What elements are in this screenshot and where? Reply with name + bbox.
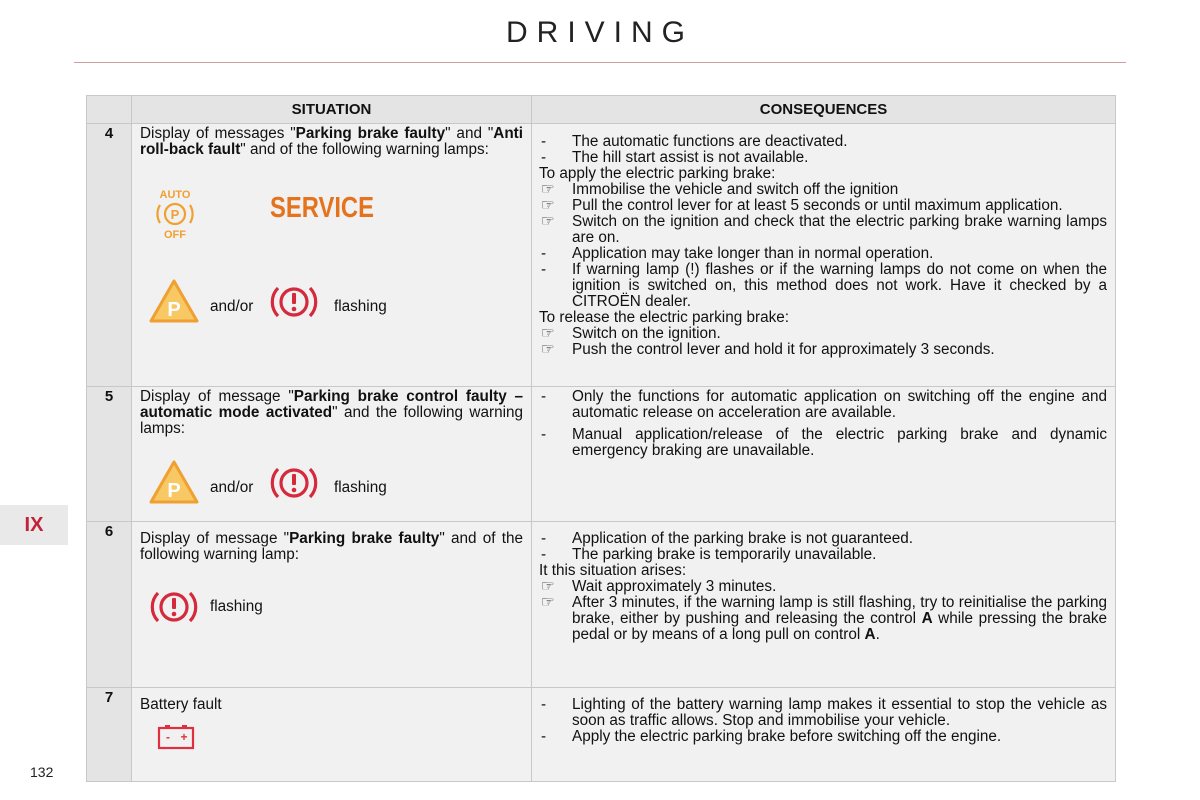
auto-park-off-icon bbox=[152, 186, 198, 240]
situation-text-part: " and of the following warning lamps: bbox=[240, 141, 489, 158]
list-item bbox=[539, 150, 1107, 166]
consequence-text: Application may take longer than in normal operation. bbox=[572, 245, 934, 262]
table-row bbox=[87, 688, 1116, 782]
consequence-text-part: After 3 minutes, if the warning lamp is still flashing, try to reinitialise the parking brake, either by pushing and releasing the control bbox=[572, 594, 1107, 627]
list-item bbox=[539, 134, 1107, 150]
section-tab: IX bbox=[0, 505, 68, 545]
list-item bbox=[539, 182, 1107, 198]
and-or-label: and/or bbox=[210, 479, 254, 496]
list-item bbox=[539, 427, 1107, 459]
consequence-text: Manual application/release of the electric parking brake and dynamic emergency braking are unavailable. bbox=[572, 426, 1107, 459]
bullet-marker: - bbox=[541, 546, 547, 563]
consequence-text: Application of the parking brake is not guaranteed. bbox=[572, 530, 914, 547]
consequence-text: Lighting of the battery warning lamp makes it essential to stop the vehicle as soon as traffic allows. Stop and immobilise your vehicle. bbox=[572, 696, 1107, 729]
consequence-text: The parking brake is temporarily unavailable. bbox=[572, 546, 877, 563]
triangle-p-label: P bbox=[167, 480, 181, 502]
situation-text-part: " and " bbox=[445, 125, 494, 142]
situation-cell bbox=[132, 688, 532, 782]
situation-text-part: Display of messages " bbox=[140, 125, 296, 142]
parking-warning-triangle-icon bbox=[148, 278, 200, 324]
table-row bbox=[87, 522, 1116, 688]
battery-icon bbox=[157, 724, 197, 750]
battery-minus: - bbox=[166, 730, 170, 744]
control-a-label: A bbox=[864, 626, 876, 643]
brake-failure-icon bbox=[150, 587, 198, 627]
table-row bbox=[87, 387, 1116, 522]
situation-cell bbox=[132, 124, 532, 387]
battery-plus: + bbox=[180, 730, 188, 744]
table-header-row bbox=[87, 96, 1116, 124]
consequence-text: Pull the control lever for at least 5 seconds or until maximum application. bbox=[572, 197, 1063, 214]
message-name: Anti roll-back fault bbox=[140, 125, 524, 158]
page-number: 132 bbox=[30, 764, 54, 780]
title-divider bbox=[74, 62, 1126, 63]
warning-table bbox=[86, 95, 1116, 782]
consequence-text: If warning lamp (!) flashes or if the warning lamps do not come on when the ignition is switched on, this method does not work. Have it checked by a CITROËN dealer. bbox=[572, 261, 1107, 310]
consequence-text-part: while pressing the brake pedal or by means of a long pull on control bbox=[572, 610, 1107, 643]
consequences-cell bbox=[532, 688, 1116, 782]
bullet-marker: - bbox=[541, 245, 547, 262]
hand-pointer-icon: ☞ bbox=[541, 213, 555, 230]
situation-text-part: " and the following warning lamps: bbox=[140, 404, 523, 437]
auto-p-label: P bbox=[170, 207, 180, 222]
bullet-marker: - bbox=[541, 133, 547, 150]
hand-pointer-icon: ☞ bbox=[541, 197, 555, 214]
list-item bbox=[539, 531, 1107, 547]
consequences-cell bbox=[532, 387, 1116, 522]
triangle-p-label: P bbox=[167, 299, 181, 321]
list-item bbox=[539, 214, 1107, 246]
consequence-text: Immobilise the vehicle and switch off the ignition bbox=[572, 181, 899, 198]
row-number: 6 bbox=[87, 522, 132, 688]
consequence-text: Wait approximately 3 minutes. bbox=[572, 578, 777, 595]
and-or-label: and/or bbox=[210, 298, 254, 315]
list-item bbox=[539, 326, 1107, 342]
list-heading: It this situation arises: bbox=[539, 562, 687, 579]
brake-failure-icon bbox=[270, 463, 318, 503]
bullet-marker: - bbox=[541, 530, 547, 547]
brake-failure-icon bbox=[270, 282, 318, 322]
bullet-marker: - bbox=[541, 149, 547, 166]
bullet-marker: - bbox=[541, 696, 547, 713]
flashing-label: flashing bbox=[334, 479, 387, 496]
consequences-cell bbox=[532, 124, 1116, 387]
hand-pointer-icon: ☞ bbox=[541, 325, 555, 342]
consequence-text-part: . bbox=[875, 626, 880, 643]
list-item bbox=[539, 389, 1107, 421]
hand-pointer-icon: ☞ bbox=[541, 181, 555, 198]
situation-text-part: Display of message " bbox=[140, 530, 290, 547]
row-number: 7 bbox=[87, 688, 132, 782]
consequence-text: Push the control lever and hold it for approximately 3 seconds. bbox=[572, 341, 995, 358]
row-number: 5 bbox=[87, 387, 132, 522]
hand-pointer-icon: ☞ bbox=[541, 341, 555, 358]
list-heading: To release the electric parking brake: bbox=[539, 309, 789, 326]
list-heading: To apply the electric parking brake: bbox=[539, 165, 776, 182]
message-name: Parking brake control faulty – automatic mode activated bbox=[140, 388, 523, 421]
situation-text-part: Display of message " bbox=[140, 388, 294, 405]
hand-pointer-icon: ☞ bbox=[541, 594, 555, 611]
page-title: DRIVING bbox=[505, 16, 694, 49]
list-item bbox=[539, 729, 1107, 745]
situation-text bbox=[140, 531, 523, 563]
consequence-text: Apply the electric parking brake before switching off the engine. bbox=[572, 728, 1002, 745]
situation-cell bbox=[132, 387, 532, 522]
consequence-text: Switch on the ignition and check that the electric parking brake warning lamps are on. bbox=[572, 213, 1107, 246]
situation-cell bbox=[132, 522, 532, 688]
row-number: 4 bbox=[87, 124, 132, 387]
bullet-marker: - bbox=[541, 388, 547, 405]
message-name: Parking brake faulty bbox=[289, 530, 440, 547]
consequence-text: Switch on the ignition. bbox=[572, 325, 721, 342]
flashing-label: flashing bbox=[334, 298, 387, 315]
list-item bbox=[539, 246, 1107, 262]
list-item bbox=[539, 697, 1107, 729]
auto-label: AUTO bbox=[159, 189, 191, 201]
consequence-text: The hill start assist is not available. bbox=[572, 149, 809, 166]
list-item bbox=[539, 342, 1107, 358]
situation-text: Battery fault bbox=[140, 696, 222, 713]
off-label: OFF bbox=[164, 229, 186, 240]
control-a-label: A bbox=[921, 610, 933, 627]
situation-text-part: " and of the following warning lamp: bbox=[140, 530, 523, 563]
bullet-marker: - bbox=[541, 261, 547, 278]
header-number-cell bbox=[87, 96, 132, 124]
consequence-text bbox=[572, 595, 1107, 643]
list-item bbox=[539, 579, 1107, 595]
list-item bbox=[539, 198, 1107, 214]
consequence-text: Only the functions for automatic application on switching off the engine and automatic release on acceleration are available. bbox=[572, 388, 1107, 421]
situation-text bbox=[140, 126, 523, 158]
message-name: Parking brake faulty bbox=[295, 125, 446, 142]
hand-pointer-icon: ☞ bbox=[541, 578, 555, 595]
bullet-marker: - bbox=[541, 728, 547, 745]
situation-text bbox=[140, 389, 523, 437]
flashing-label: flashing bbox=[210, 598, 263, 615]
header-situation: SITUATION bbox=[132, 96, 532, 124]
parking-warning-triangle-icon bbox=[148, 459, 200, 505]
list-item bbox=[539, 595, 1107, 643]
service-icon: SERVICE bbox=[270, 192, 374, 224]
consequences-cell bbox=[532, 522, 1116, 688]
consequence-text: The automatic functions are deactivated. bbox=[572, 133, 848, 150]
header-consequences: CONSEQUENCES bbox=[532, 96, 1116, 124]
list-item bbox=[539, 262, 1107, 310]
list-item bbox=[539, 547, 1107, 563]
table-row bbox=[87, 124, 1116, 387]
bullet-marker: - bbox=[541, 426, 547, 443]
